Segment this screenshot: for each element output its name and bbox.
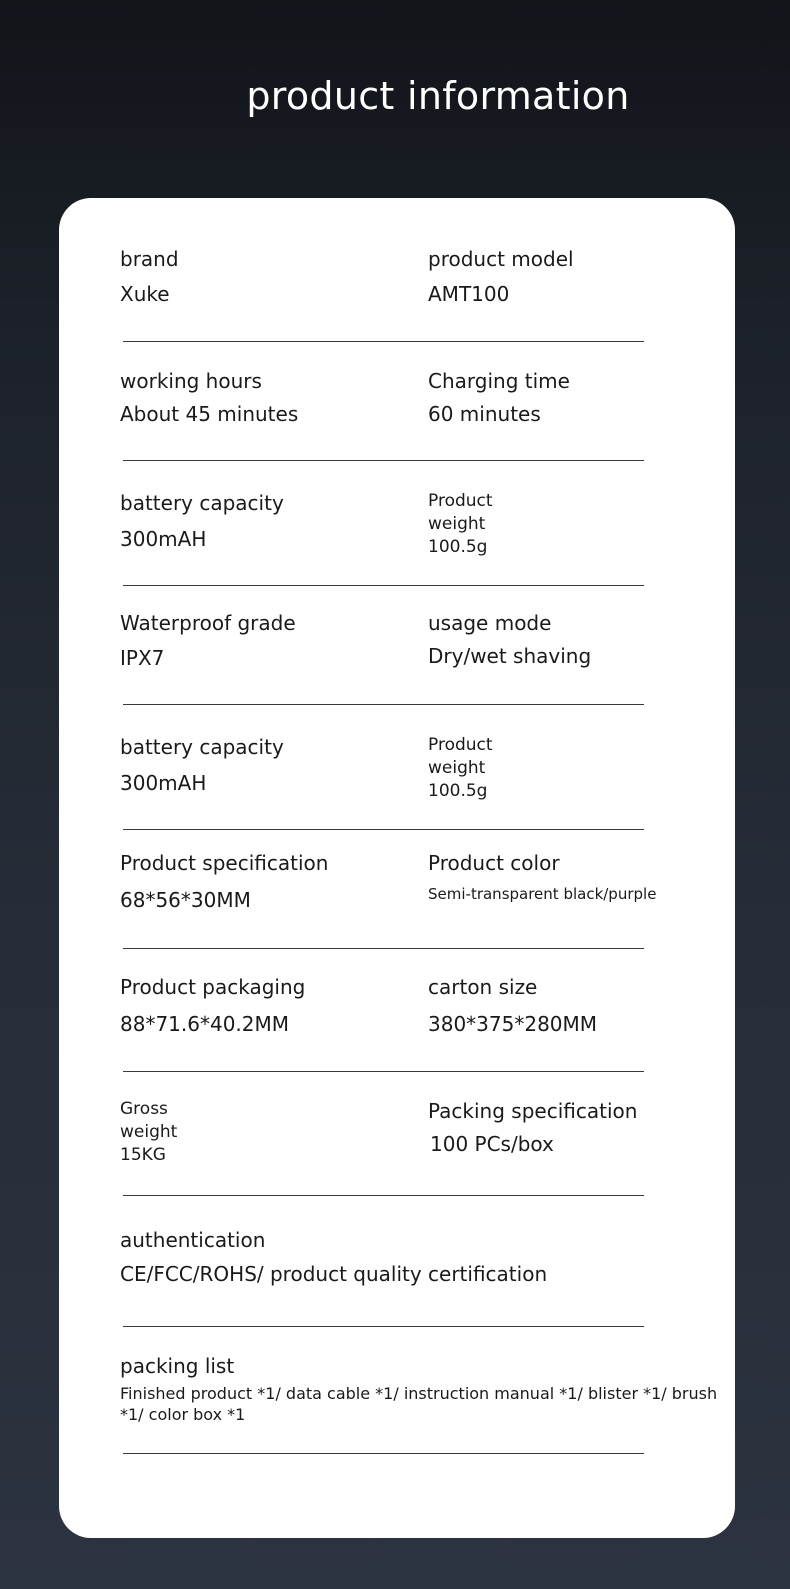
product-color-cell — [428, 850, 656, 904]
carton-size-value: 380*375*280MM — [428, 1012, 598, 1036]
divider — [123, 829, 644, 830]
divider — [123, 341, 644, 342]
authentication-label: authentication — [120, 1228, 266, 1252]
divider — [123, 585, 644, 586]
divider — [123, 1195, 644, 1196]
gross-weight-cell — [120, 1098, 177, 1167]
charging-time-label: Charging time — [428, 369, 570, 393]
waterproof-grade-cell — [120, 610, 296, 671]
product-specification-cell — [120, 850, 328, 913]
product-model-label: product model — [428, 247, 574, 271]
carton-size-cell — [428, 974, 597, 1037]
product-packaging-label: Product packaging — [120, 975, 306, 999]
product-weight-cell — [428, 734, 493, 803]
authentication-cell — [120, 1227, 547, 1287]
battery-capacity-value: 300mAH — [120, 527, 207, 551]
divider — [123, 704, 644, 705]
packing-list-value: Finished product *1/ data cable *1/ instruction manual *1/ blister *1/ brush *1/ color box *1 — [120, 1384, 718, 1424]
product-model-value: AMT100 — [428, 282, 510, 306]
product-weight-label-line1: Product — [428, 491, 493, 511]
product-weight-label-line1: Product — [428, 735, 493, 755]
product-weight-cell — [428, 490, 493, 559]
product-packaging-cell — [120, 974, 305, 1037]
divider — [123, 460, 644, 461]
working-hours-label: working hours — [120, 369, 262, 393]
usage-mode-label: usage mode — [428, 611, 552, 635]
product-specification-value: 68*56*30MM — [120, 888, 251, 912]
battery-capacity-cell — [120, 490, 284, 552]
packing-specification-label: Packing specification — [428, 1099, 638, 1123]
product-color-value: Semi-transparent black/purple — [428, 885, 657, 903]
brand-value: Xuke — [120, 282, 170, 306]
battery-capacity-label: battery capacity — [120, 735, 284, 759]
gross-weight-label-line1: Gross — [120, 1099, 168, 1119]
authentication-value: CE/FCC/ROHS/ product quality certification — [120, 1262, 548, 1286]
charging-time-cell — [428, 368, 570, 427]
gross-weight-label-line2: weight — [120, 1122, 178, 1142]
packing-list-label: packing list — [120, 1354, 235, 1378]
packing-specification-cell — [428, 1098, 637, 1157]
divider — [123, 1071, 644, 1072]
product-specification-label: Product specification — [120, 851, 329, 875]
product-weight-value: 100.5g — [428, 781, 488, 801]
product-packaging-value: 88*71.6*40.2MM — [120, 1012, 290, 1036]
brand-cell — [120, 246, 179, 307]
product-weight-value: 100.5g — [428, 537, 488, 557]
product-weight-label-line2: weight — [428, 514, 486, 534]
battery-capacity-cell — [120, 734, 284, 796]
page-title: product information — [246, 74, 630, 118]
packing-list-cell — [120, 1353, 720, 1425]
packing-specification-value: 100 PCs/box — [430, 1132, 554, 1156]
product-color-label: Product color — [428, 851, 560, 875]
product-info-card — [59, 198, 735, 1538]
usage-mode-cell — [428, 610, 591, 669]
product-weight-label-line2: weight — [428, 758, 486, 778]
divider — [123, 1453, 644, 1454]
waterproof-grade-label: Waterproof grade — [120, 611, 296, 635]
brand-label: brand — [120, 247, 179, 271]
divider — [123, 948, 644, 949]
product-model-cell — [428, 246, 574, 307]
battery-capacity-value: 300mAH — [120, 771, 207, 795]
carton-size-label: carton size — [428, 975, 538, 999]
gross-weight-value: 15KG — [120, 1145, 166, 1165]
working-hours-value: About 45 minutes — [120, 402, 299, 426]
divider — [123, 1326, 644, 1327]
working-hours-cell — [120, 368, 298, 427]
usage-mode-value: Dry/wet shaving — [428, 644, 592, 668]
waterproof-grade-value: IPX7 — [120, 646, 165, 670]
charging-time-value: 60 minutes — [428, 402, 541, 426]
battery-capacity-label: battery capacity — [120, 491, 284, 515]
